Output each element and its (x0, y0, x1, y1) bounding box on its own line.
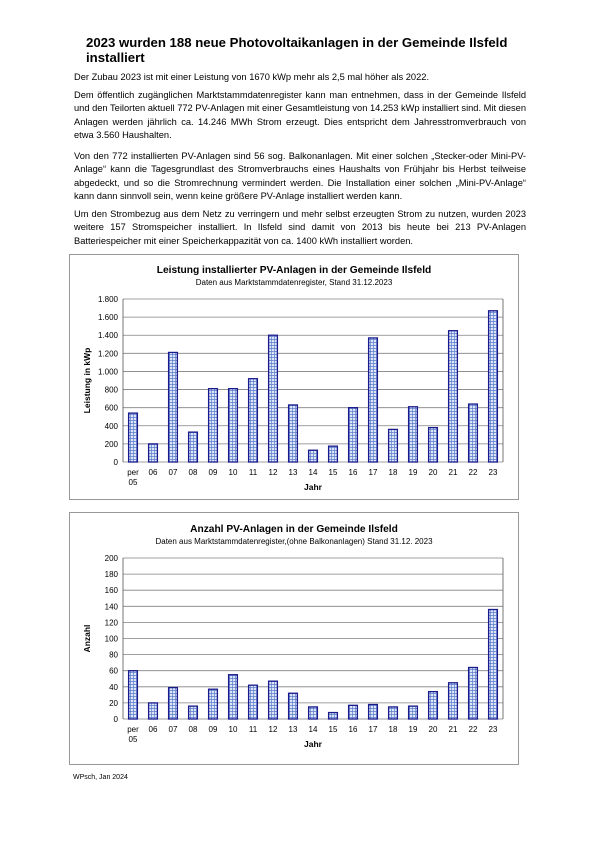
x-tick-label (249, 468, 258, 477)
y-tick-label: 200 (104, 439, 118, 449)
x-tick-label (389, 725, 398, 734)
bar (489, 311, 498, 462)
x-tick-label-line: 08 (188, 725, 198, 734)
y-tick-label: 120 (104, 618, 118, 628)
x-tick-label (389, 468, 398, 477)
bar (149, 444, 158, 462)
x-tick-label-line: 06 (148, 725, 158, 734)
x-tick-label-line: 14 (308, 468, 318, 477)
bar (309, 707, 318, 719)
bar (429, 692, 438, 719)
bar (449, 331, 458, 462)
bar (409, 407, 418, 462)
x-tick-label-line: 21 (448, 468, 458, 477)
bar (249, 379, 258, 462)
bar (229, 675, 238, 719)
x-tick-label (369, 725, 378, 734)
bar (449, 683, 458, 719)
chart-title: Leistung installierter PV-Anlagen in der Gemeinde Ilsfeld (156, 265, 432, 276)
paragraph-marktstammdaten: Dem öffentlich zugänglichen Marktstammdatenregister kann man entnehmen, dass in der Gemeinde Ilsfeld und den Teilorten aktuell 772 PV-Anlagen mit einer Gesamtleistung von 14.253 kWp installiert sind. Mit diesen Anlagen werden jährlich ca. 14.246 MWh Strom erzeugt. Dies entspricht dem Jahresstromverbrauch von etwa 3.560 Haushalten. (74, 90, 527, 140)
bar (149, 703, 158, 719)
y-tick-label: 40 (109, 682, 118, 692)
x-tick-label (249, 725, 258, 734)
bar (289, 405, 298, 462)
y-tick-label: 140 (104, 602, 118, 612)
chart-anzahl-svg (70, 513, 518, 764)
x-tick-label (309, 725, 318, 734)
bar (289, 693, 298, 719)
y-tick-label: 800 (104, 385, 118, 395)
bar (209, 689, 218, 719)
x-tick-label-line: 15 (328, 725, 338, 734)
x-tick-label (449, 725, 458, 734)
chart-subtitle: Daten aus Marktstammdatenregister,(ohne Balkonanlagen) Stand 31.12. 2023 (155, 537, 433, 546)
y-tick-label: 400 (104, 421, 118, 431)
footer-text: WPsch, Jan 2024 (73, 774, 128, 781)
y-tick-label: 20 (109, 698, 118, 708)
chart-leistung (69, 254, 519, 500)
x-tick-label (127, 468, 139, 487)
x-tick-label (329, 468, 338, 477)
y-tick-label: 0 (113, 458, 118, 467)
x-tick-label-line: 07 (168, 468, 178, 477)
x-tick-label-line: 13 (288, 725, 298, 734)
x-tick-label-line: 13 (288, 468, 298, 477)
x-tick-label (149, 468, 158, 477)
x-tick-label (409, 725, 418, 734)
x-tick-label (209, 725, 218, 734)
x-tick-label-line: 22 (468, 468, 478, 477)
x-tick-label (429, 468, 438, 477)
bar (169, 688, 178, 719)
x-tick-label-line: 16 (348, 725, 358, 734)
bar (249, 685, 258, 719)
x-tick-label-line: 16 (348, 468, 358, 477)
chart-anzahl (69, 512, 519, 765)
bar (389, 429, 398, 462)
y-axis-label: Anzahl (82, 624, 92, 653)
bar (369, 338, 378, 462)
bar (229, 389, 238, 462)
x-tick-label-line: 19 (408, 725, 418, 734)
x-tick-label-line: 12 (268, 725, 278, 734)
x-tick-label-line: 05 (128, 478, 138, 487)
paragraph-balkonanlagen: Von den 772 installierten PV-Anlagen sind 56 sog. Balkonanlagen. Mit einer solchen „Stecker-oder Mini-PV-Anlage“ kann die Tagesgrundlast des Stromverbrauchs eines Haushalts von Frühjahr bis Herbst teilweise abgedeckt, und so die Stromrechnung vermindert werden. Die Installation einer solchen „Mini-PV-Anlage“ kann dann sinnvoll sein, wenn keine größere PV-Anlage installiert werden kann. (74, 151, 526, 201)
x-tick-label (409, 468, 418, 477)
x-tick-label-line: 11 (248, 468, 258, 477)
bar (389, 707, 398, 719)
y-tick-label: 1.600 (97, 313, 118, 323)
x-tick-label-line: 07 (168, 725, 178, 734)
x-tick-label (169, 725, 178, 734)
x-tick-label-line: 22 (468, 725, 478, 734)
chart-leistung-svg (70, 255, 518, 499)
bar (349, 408, 358, 462)
x-tick-label (229, 468, 238, 477)
bar (409, 706, 418, 719)
document-title: 2023 wurden 188 neue Photovoltaikanlagen in der Gemeinde Ilsfeld installiert (86, 35, 508, 65)
x-axis-label: Jahr (304, 739, 322, 749)
bar (189, 706, 198, 719)
y-tick-label: 1.000 (97, 367, 118, 377)
paragraph-stromspeicher: Um den Strombezug aus dem Netz zu verringern und mehr selbst erzeugten Strom zu nutzen, wurden 2023 weitere 157 Stromspeicher installiert. In Ilsfeld sind damit von 2013 bis heute bei 213 PV-Anlagen Batteriespeicher mit einer Speicherkappazität von ca. 1400 kWh installiert worden. (74, 209, 526, 246)
x-tick-label (269, 725, 278, 734)
x-tick-label (369, 468, 378, 477)
bar (169, 352, 178, 462)
y-tick-label: 60 (109, 666, 118, 676)
x-tick-label (269, 468, 278, 477)
x-tick-label-line: 20 (428, 468, 438, 477)
x-tick-label (329, 725, 338, 734)
chart-subtitle: Daten aus Marktstammdatenregister, Stand 31.12.2023 (195, 278, 393, 287)
x-tick-label (169, 468, 178, 477)
x-tick-label-line: 23 (488, 468, 498, 477)
x-tick-label-line: 23 (488, 725, 498, 734)
y-tick-label: 600 (104, 403, 118, 413)
x-tick-label-line: 17 (368, 725, 378, 734)
x-axis-label: Jahr (304, 482, 322, 492)
y-tick-label: 0 (113, 715, 118, 724)
bar (349, 705, 358, 719)
y-tick-label: 160 (104, 586, 118, 596)
x-tick-label (349, 725, 358, 734)
bar (469, 667, 478, 719)
bar (269, 335, 278, 462)
x-tick-label (289, 725, 298, 734)
x-tick-label-line: 10 (228, 468, 238, 477)
bar (489, 610, 498, 719)
bar (189, 432, 198, 462)
bar (329, 713, 338, 719)
x-tick-label-line: 09 (208, 468, 218, 477)
x-tick-label (469, 468, 478, 477)
x-tick-label-line: 18 (388, 468, 398, 477)
x-tick-label-line: 11 (248, 725, 258, 734)
y-tick-label: 200 (104, 554, 118, 563)
paragraph-zubau: Der Zubau 2023 ist mit einer Leistung von 1670 kWp mehr als 2,5 mal höher als 2022. (74, 72, 430, 82)
bar (469, 404, 478, 462)
x-tick-label (209, 468, 218, 477)
x-tick-label-line: 19 (408, 468, 418, 477)
x-tick-label (127, 725, 139, 744)
x-tick-label-line: per (127, 725, 139, 734)
x-tick-label-line: 20 (428, 725, 438, 734)
y-axis-label: Leistung in kWp (82, 347, 92, 414)
x-tick-label (289, 468, 298, 477)
x-tick-label (149, 725, 158, 734)
x-tick-label (469, 725, 478, 734)
y-tick-label: 80 (109, 650, 118, 660)
bar (129, 671, 138, 719)
x-tick-label-line: 18 (388, 725, 398, 734)
y-tick-label: 1.200 (97, 349, 118, 359)
y-tick-label: 1.800 (97, 295, 118, 304)
bar (329, 446, 338, 462)
x-tick-label-line: per (127, 468, 139, 477)
x-tick-label-line: 08 (188, 468, 198, 477)
x-tick-label-line: 14 (308, 725, 318, 734)
x-tick-label-line: 09 (208, 725, 218, 734)
x-tick-label (429, 725, 438, 734)
x-tick-label-line: 21 (448, 725, 458, 734)
chart-title: Anzahl PV-Anlagen in der Gemeinde Ilsfeld (190, 524, 398, 535)
x-tick-label (309, 468, 318, 477)
x-tick-label-line: 12 (268, 468, 278, 477)
x-tick-label (229, 725, 238, 734)
bar (269, 681, 278, 719)
x-tick-label (449, 468, 458, 477)
y-tick-label: 100 (104, 634, 118, 644)
bar (369, 705, 378, 719)
x-tick-label (489, 468, 498, 477)
bar (129, 413, 138, 462)
x-tick-label-line: 17 (368, 468, 378, 477)
y-tick-label: 180 (104, 570, 118, 580)
bar (209, 389, 218, 462)
bar (309, 450, 318, 462)
x-tick-label (189, 725, 198, 734)
x-tick-label-line: 10 (228, 725, 238, 734)
x-tick-label (349, 468, 358, 477)
x-tick-label-line: 15 (328, 468, 338, 477)
x-tick-label-line: 06 (148, 468, 158, 477)
bar (429, 428, 438, 462)
x-tick-label (189, 468, 198, 477)
x-tick-label (489, 725, 498, 734)
x-tick-label-line: 05 (128, 735, 138, 744)
y-tick-label: 1.400 (97, 331, 118, 341)
